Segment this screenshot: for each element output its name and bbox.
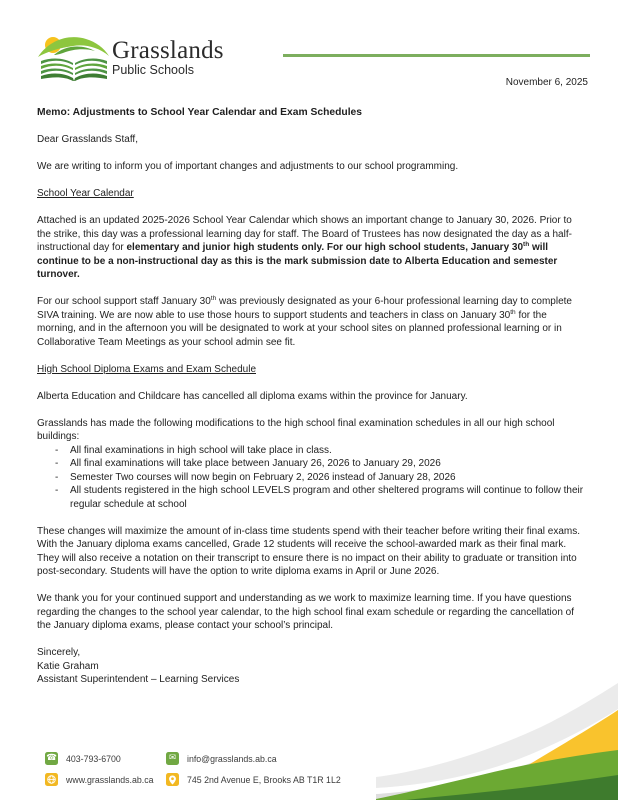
corner-swoosh-decoration	[376, 682, 618, 800]
school-year-paragraph: Attached is an updated 2025-2026 School Year Calendar which shows an important change to January 30, 2026. Prior to the strike, this day was a professional learning day for staff. The Board of Trustees has now designated the day as a half-instructional day for elementary and junior high students only. For our high school students, January 30th will continue to be a non-instructional day as this is the mark submission date to Alberta Education and semester turnover.	[37, 215, 572, 280]
section-heading-school-year: School Year Calendar	[37, 188, 134, 199]
intro-paragraph: We are writing to inform you of important changes and adjustments to our school programming.	[37, 161, 459, 172]
website-url: www.grasslands.ab.ca	[66, 774, 154, 785]
logo-wordmark	[112, 38, 224, 77]
section-heading-exams: High School Diploma Exams and Exam Schedule	[37, 363, 256, 375]
exams-cancelled-paragraph: Alberta Education and Childcare has cancelled all diploma exams within the province for January.	[37, 390, 468, 402]
logo-title: Grasslands	[112, 37, 224, 64]
footer-email	[166, 752, 277, 765]
bullet-item: - All students registered in the high school LEVELS program and other sheltered programs will continue to follow their regular schedule at school	[37, 484, 585, 511]
footer-address	[166, 773, 341, 786]
footer-phone	[45, 752, 121, 765]
location-pin-icon	[166, 773, 179, 786]
support-staff-paragraph: For our school support staff January 30th was previously designated as your 6-hour professional learning day to complete SIVA training. We are now able to use those hours to support students and teachers in class on January 30th for the morning, and in the afternoon you will be designated to work at your school sites on planned professional learning or in Collaborative Team Meetings as your school admin see fit.	[37, 295, 572, 348]
grasslands-logo-icon	[38, 32, 110, 82]
exam-bullet-list	[37, 444, 585, 512]
email-address: info@grasslands.ab.ca	[187, 753, 277, 764]
memo-body	[37, 106, 585, 687]
changes-summary-paragraph: These changes will maximize the amount of in-class time students spend with their teacher before writing their final exams. With the January diploma exams cancelled, Grade 12 students will receive the school-awarded mark as their final mark. They will also receive a notation on their transcript to ensure there is no impact on their ability to graduate or transition into post-secondary. Students will have the option to write diploma exams in April or June 2026.	[37, 525, 581, 577]
phone-icon: ☎	[46, 753, 57, 764]
street-address: 745 2nd Avenue E, Brooks AB T1R 1L2	[187, 774, 341, 785]
footer-website	[45, 773, 154, 786]
salutation: Dear Grasslands Staff,	[37, 134, 138, 145]
logo-subtitle: Public Schools	[112, 63, 194, 77]
bullet-item: - All final examinations will take place between January 26, 2026 to January 29, 2026	[37, 457, 585, 471]
closing-title: Assistant Superintendent – Learning Services	[37, 674, 240, 685]
bullet-item: - All final examinations in high school will take place in class.	[37, 444, 585, 458]
modifications-intro-paragraph: Grasslands has made the following modifications to the high school final examination schedules in all our high school buildings:	[37, 417, 555, 442]
bullet-item: - Semester Two courses will now begin on February 2, 2026 instead of January 28, 2026	[37, 471, 585, 485]
phone-number: 403-793-6700	[66, 753, 121, 764]
closing-sincerely: Sincerely,	[37, 647, 81, 658]
closing-name: Katie Graham	[37, 660, 99, 672]
memo-title: Memo: Adjustments to School Year Calendar and Exam Schedules	[37, 107, 363, 118]
globe-icon	[45, 773, 58, 786]
thanks-paragraph: We thank you for your continued support and understanding as we work to maximize learning time. If you have questions regarding the changes to the school year calendar, to the high school final exam schedule or regarding the cancellation of the January diploma exams, please contact your school’s principal.	[37, 593, 575, 631]
closing-block	[37, 646, 585, 687]
memo-date: November 6, 2025	[505, 77, 588, 88]
mail-icon: ✉	[166, 752, 179, 765]
header-divider-rule	[283, 54, 590, 57]
